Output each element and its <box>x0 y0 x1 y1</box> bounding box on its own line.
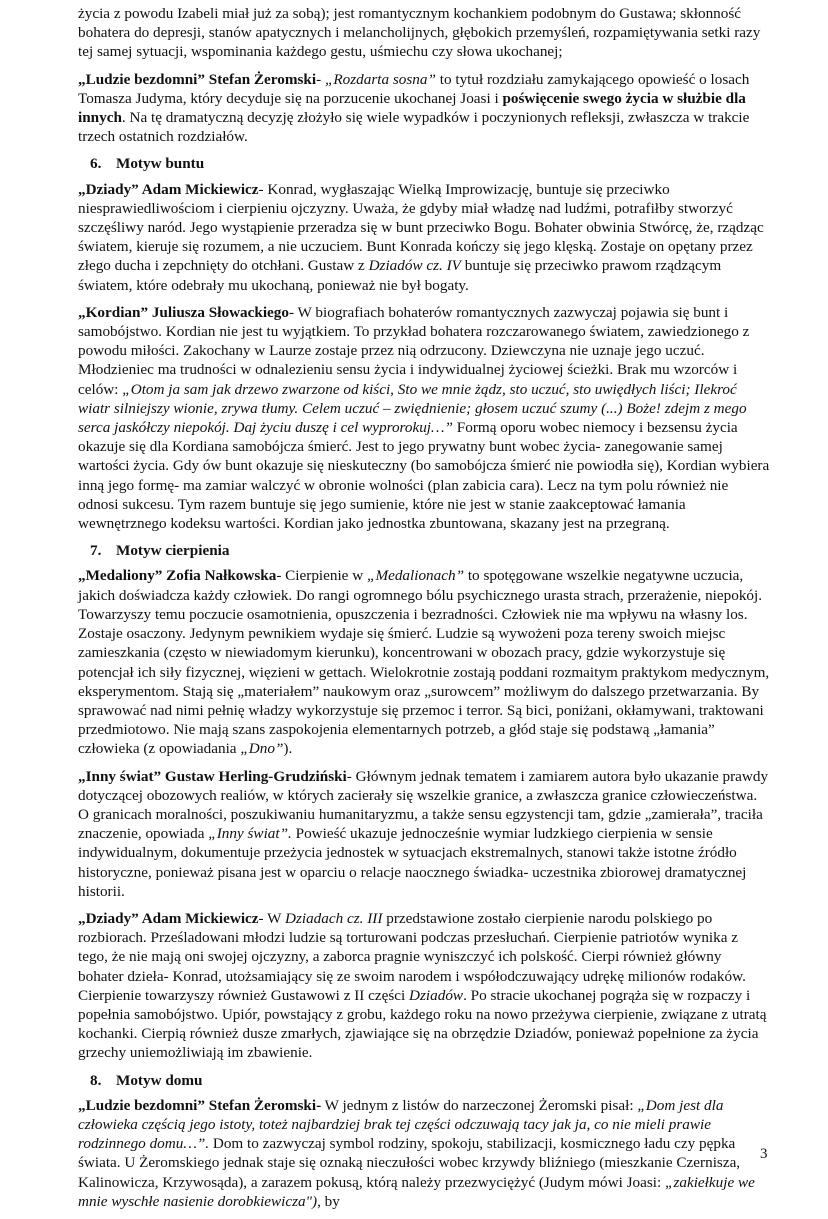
work-title: „Dziady” Adam Mickiewicz <box>78 909 259 927</box>
paragraph-medaliony: „Medaliony” Zofia Nałkowska- Cierpienie w „Medalionach” to spotęgowane wszelkie negatywne uczucia, jakich doświadcza każdy człowiek. Do rangi ogromnego bólu psychicznego urasta strach, przerażenie, niepokój. Towarzyszy temu poczucie osamotnienia, opuszczenia i bezradności. Człowiek nie ma wpływu na własny los. Zostaje osaczony. Jedynym pewnikiem wydaje się śmierć. Ludzie są wywożeni poza tereny swoich miejsc zamieszkania (często w niewiadomym kierunku), koncentrowani w obozach pracy, gdzie wykorzystuje się potencjał ich siły fizycznej, więzieni w gettach. Wielokrotnie zostają poddani rozmaitym praktykom medycznym, eksperymentom. Stają się „materiałem” naukowym oraz „surowcem” możliwym do dalszego przetwarzania. By sprawować nad nimi pełnię władzy wykorzystuje się przemoc i terror. Są bici, poniżani, okłamywani, traktowani przedmiotowo. Nie mają szans zaspokojenia elementarnych potrzeb, a głód staje się podstawą „łamania” człowieka (z opowiadania „Dno”). <box>78 567 770 758</box>
work-title: „Ludzie bezdomni” Stefan Żeromski <box>78 70 317 88</box>
section-heading-8: 8. Motyw domu <box>90 1071 203 1089</box>
italic-title: Dziadów cz. IV <box>368 257 461 275</box>
document-page <box>78 4 770 1219</box>
paragraph-ludzie-bezdomni-sacrifice: „Ludzie bezdomni” Stefan Żeromski- „Rozdarta sosna” to tytuł rozdziału zamykającego opowieść o losach Tomasza Judyma, który decyduje się na porzucenie ukochanej Joasi i poświęcenie swego życia w służbie dla innych. Na tę dramatyczną decyzję złożyło się wiele wypadków i poczynionych refleksji, zwłaszcza w trakcie trzech ostatnich rozdziałów. <box>78 70 750 146</box>
paragraph-kordian: „Kordian” Juliusza Słowackiego- W biografiach bohaterów romantycznych zazwyczaj pojawia się bunt i samobójstwo. Kordian nie jest tu wyjątkiem. To przykład bohatera rozczarowanego światem, zawiedzionego z powodu miłości. Zakochany w Laurze zostaje przez nią odrzucony. Dziewczyna nie uznaje jego uczuć. Młodzieniec ma trudności w odnalezieniu sensu życia i indywidualnej życiowej ścieżki. Brak mu wzorców i celów: „Otom ja sam jak drzewo zwarzone od kiści, Sto we mnie żądz, sto uczuć, sto uwiędłych liści; Ilekroć wiatr silniejszy wionie, zrywa tłumy. Celem uczuć – zwiędnienie; głosem uczuć szumy (...) Boże! zdejm z mego serca jaskółczy niepokój. Daj życiu duszę i cel wyprorokuj…” Formą oporu wobec niemocy i bezsensu życia okazuje się dla Kordiana samobójcza śmierć. Jest to jego prywatny bunt wobec życia- zanegowanie samej wartości życia. Gdy ów bunt okazuje się nieskuteczny (bo samobójcza śmierć nie powiodła się), Kordian wybiera inną jego formę- ma zamiar walczyć w obronie wolności (plan zabicia cara). Lecz na tym polu również nie odnosi sukcesu. Tym razem buntuje się jego sumienie, które nie jest w stanie zaakceptować łamania wewnętrznego kodeksu wartości. Kordian jako jednostka zbuntowana, skazany jest na przegraną. <box>78 303 770 533</box>
work-title: „Kordian” Juliusza Słowackiego <box>78 303 289 321</box>
paragraph-dziady-cierpienie: „Dziady” Adam Mickiewicz- W Dziadach cz. III przedstawione zostało cierpienie narodu polskiego po rozbiorach. Prześladowani młodzi ludzie są torturowani podczas przesłuchań. Cierpienie patriotów wynika z tego, że nie mają oni swojej ojczyzny, a zaborca pragnie wyniszczyć ich polskość. Cierpi również główny bohater dzieła- Konrad, utożsamiający się ze swoim narodem i współodczuwający udrękę milionów rodaków. Cierpienie towarzyszy również Gustawowi z II części Dziadów. Po stracie ukochanej pogrąża się w rozpaczy i popełnia samobójstwo. Upiór, powstający z grobu, każdego roku na nowo przeżywa cierpienie, związane z utratą kochanki. Cierpią również dusze zmarłych, zjawiające się na obrzędzie Dziadów, ponieważ popełnione za życia grzechy uniemożliwiają im zbawienie. <box>78 909 767 1062</box>
italic-quote: „Dom jest dla człowieka częścią jego istoty, toteż najbardziej brak tej części odczuwają tacy jak ja, co nie mieli prawie rodzinnego domu…”. <box>78 1096 724 1153</box>
page-number: 3 <box>760 1146 768 1162</box>
paragraph-ludzie-bezdomni-dom: „Ludzie bezdomni” Stefan Żeromski- W jednym z listów do narzeczonej Żeromski pisał: „Dom jest dla człowieka częścią jego istoty, toteż najbardziej brak tej części odczuwają tacy jak ja, co nie mieli prawie rodzinnego domu…”. Dom to zazwyczaj symbol rodziny, spokoju, stabilizacji, kosmicznego ładu czy pępka świata. U Żeromskiego jednak staje się oznaką nieczułości wobec krzywdy bliźniego (mieszkanie Czernisza, Kalinowicza, Krzywosąda), a zarazem pokusą, którą należy przezwyciężyć (Judym mówi Joasi: „zakiełkuje we mnie wyschłe nasienie dorobkiewicza"), by <box>78 1096 755 1210</box>
italic-title: „Dno” <box>240 740 284 758</box>
section-heading-6: 6. Motyw buntu <box>90 155 205 173</box>
work-title: „Inny świat” Gustaw Herling-Grudziński <box>78 767 347 785</box>
italic-title: „Medalionach” <box>367 567 465 585</box>
italic-title: „Inny świat”. <box>208 825 292 843</box>
paragraph-inny-swiat: „Inny świat” Gustaw Herling-Grudziński- Głównym jednak tematem i zamiarem autora było ukazanie prawdy dotyczącej obozowych realiów, w których zacierały się wszelkie granice, a zwłaszcza granice człowieczeństwa. O granicach moralności, poszukiwaniu humanitaryzmu, a także sensu egzystencji tam, gdzie „zamierała”, traciła znaczenie, opowiada „Inny świat”. Powieść ukazuje jednocześnie wymiar ludzkiego cierpienia w sensie indywidualnym, dokumentuje przeżycia jednostek w sytuacjach ekstremalnych, stanowi także istotne źródło historyczne, ponieważ pisana jest w oparciu o relacje naocznego świadka- uczestnika zbiorowej dramatycznej historii. <box>78 767 769 900</box>
work-title: „Ludzie bezdomni” Stefan Żeromski- <box>78 1096 322 1114</box>
italic-title: Dziadach cz. III <box>284 909 383 927</box>
italic-quote: „Rozdarta sosna” <box>324 70 436 88</box>
section-heading-7: 7. Motyw cierpienia <box>90 542 230 560</box>
italic-quote: „zakiełkuje we mnie wyschłe nasienie dorobkiewicza") <box>78 1173 755 1210</box>
italic-quote: „Otom ja sam jak drzewo zwarzone od kiści, Sto we mnie żądz, sto uczuć, sto uwiędłych liści; Ilekroć wiatr silniejszy wionie, zrywa tłumy. Celem uczuć – zwiędnienie; głosem uczuć szumy (...) Boże! zdejm z mego serca jaskółczy niepokój. Daj życiu duszę i cel wyprorokuj…” <box>78 380 747 437</box>
paragraph-continuation: życia z powodu Izabeli miał już za sobą); jest romantycznym kochankiem podobnym do Gustawa; skłonność bohatera do depresji, stanów apatycznych i melancholijnych, głębokich przemyśleń, rozpamiętywania setki razy tej samej sytuacji, wspominania każdego gestu, uśmiechu czy słowa ukochanej; <box>78 5 761 61</box>
italic-title: Dziadów <box>409 986 464 1004</box>
work-title: „Dziady” Adam Mickiewicz <box>78 180 259 198</box>
bold-phrase: poświęcenie swego życia w służbie dla innych <box>78 89 746 127</box>
paragraph-dziady-bunt: „Dziady” Adam Mickiewicz- Konrad, wygłaszając Wielką Improwizację, buntuje się przeciwko niesprawiedliwościom i cierpieniu ojczyzny. Uważa, że gdyby miał władzę nad ludźmi, potrafiłby stworzyć szczęśliwy naród. Jego wystąpienie przeradza się w bunt przeciwko Bogu. Bohater obwinia Stwórcę, że, rządząc światem, kieruje się rozumem, a nie uczuciem. Bunt Konrada kończy się jego klęską. Zostaje on opętany przez złego ducha i zepchnięty do otchłani. Gustaw z Dziadów cz. IV buntuje się przeciwko prawom rządzącym światem, które odebrały mu ukochaną, ponieważ nie był bogaty. <box>78 180 764 294</box>
work-title: „Medaliony” Zofia Nałkowska <box>78 567 277 585</box>
